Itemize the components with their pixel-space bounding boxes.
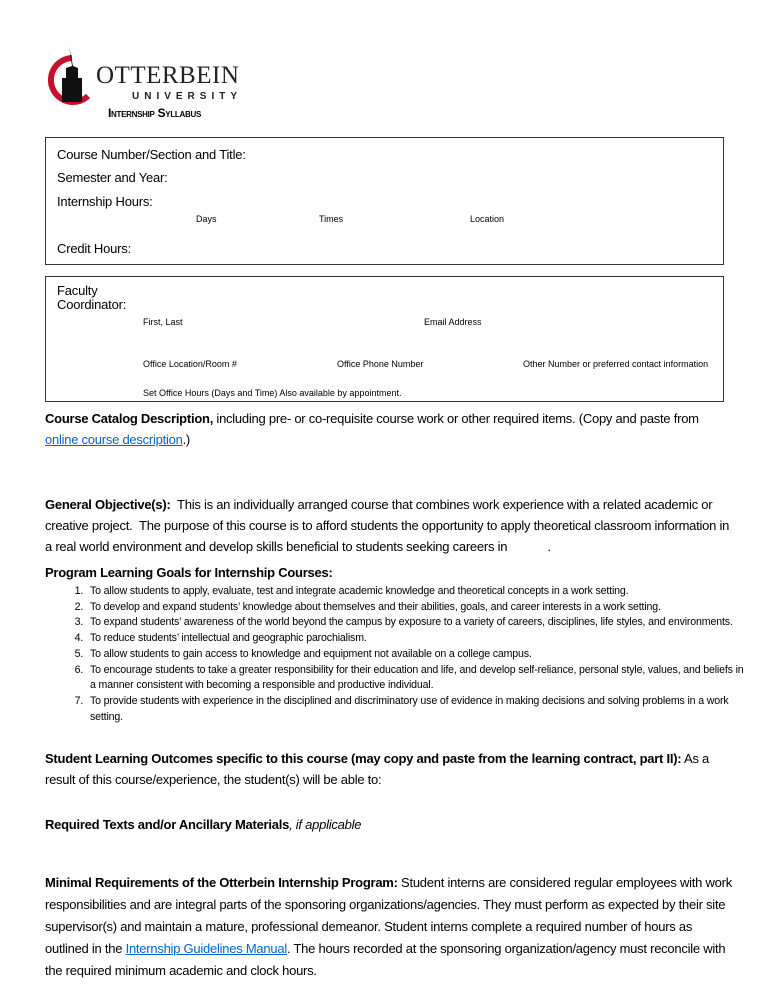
goals-heading: Program Learning Goals for Internship Courses: <box>45 565 333 580</box>
credit-hours-label: Credit Hours: <box>57 241 131 256</box>
semester-label: Semester and Year: <box>57 170 168 185</box>
catalog-text: including pre- or co-requisite course work or other required items. (Copy and paste from <box>213 411 699 426</box>
minimal-heading: Minimal Requirements of the Otterbein Internship Program: <box>45 875 398 890</box>
faculty-label: Faculty <box>57 283 98 298</box>
internship-guidelines-link[interactable]: Internship Guidelines Manual <box>125 941 287 956</box>
coordinator-label: Coordinator: <box>57 297 127 312</box>
objective-text: This is an individually arranged course that combines work experience with a related academic or creative project. The purpose of this course is to afford students the opportunity to apply theoretical classroom information in a real world environment and develop skills beneficial to students seeking careers in . <box>45 497 733 554</box>
texts-heading: Required Texts and/or Ancillary Materials <box>45 817 290 832</box>
outcomes-text: As a result of this course/experience, the student(s) will be able to: <box>45 751 710 787</box>
office-hours-label: Set Office Hours (Days and Time) Also available by appointment. <box>143 388 402 398</box>
days-label: Days <box>196 214 217 224</box>
course-info-box <box>45 137 724 265</box>
office-location-label: Office Location/Room # <box>143 359 237 369</box>
required-texts <box>45 814 735 835</box>
online-course-description-link[interactable]: online course description <box>45 432 183 447</box>
goal-item: 3. To expand students’ awareness of the world beyond the campus by exposure to a variety of careers, disciplines, life styles, and environments. <box>86 615 746 631</box>
goal-item: 2. To develop and expand students’ knowledge about themselves and their abilities, goals, and career interests in a work setting. <box>86 600 746 616</box>
goal-item: 4. To reduce students’ intellectual and geographic parochialism. <box>86 631 746 647</box>
office-phone-label: Office Phone Number <box>337 359 424 369</box>
goals-list <box>66 584 746 725</box>
other-number-label: Other Number or preferred contact information <box>523 359 709 369</box>
outcomes-heading: Student Learning Outcomes specific to this course (may copy and paste from the learning contract, part II): <box>45 751 682 766</box>
general-objective <box>45 494 735 557</box>
learning-outcomes <box>45 748 735 790</box>
minimal-after: . The hours recorded at the sponsoring organization/agency must reconcile with the required minimum academic and clock hours. <box>45 941 726 978</box>
chapel-seal-icon <box>42 44 102 106</box>
goal-item: 7. To provide students with experience in the disciplined and discriminatory use of evidence in making decisions and solving problems in a work setting. <box>86 694 746 725</box>
goal-item: 6. To encourage students to take a greater responsibility for their education and life, and develop self-reliance, personal style, values, and beliefs in a manner consistent with becoming a responsible and productive individual. <box>86 663 746 694</box>
location-label: Location <box>470 214 505 224</box>
goal-item: 1. To allow students to apply, evaluate, test and integrate academic knowledge and theoretical concepts in a work setting. <box>86 584 746 600</box>
catalog-description <box>45 408 735 450</box>
faculty-info-box <box>45 276 724 402</box>
texts-italic: , if applicable <box>289 817 362 832</box>
first-last-label: First, Last <box>143 317 183 327</box>
catalog-after: .) <box>182 432 191 447</box>
email-label: Email Address <box>424 317 482 327</box>
internship-hours-label: Internship Hours: <box>57 194 153 209</box>
otterbein-logo <box>42 44 242 106</box>
logo-text: OTTERBEIN <box>96 62 240 89</box>
page-title: Internship Syllabus <box>108 106 201 120</box>
times-label: Times <box>319 214 344 224</box>
goal-item: 5. To allow students to gain access to knowledge and equipment not available on a college campus. <box>86 647 746 663</box>
minimal-requirements <box>45 872 735 982</box>
catalog-heading: Course Catalog Description, <box>45 411 214 426</box>
objective-heading: General Objective(s): <box>45 497 171 512</box>
minimal-text: Student interns are considered regular employees with work responsibilities and are integral parts of the sponsoring organizations/agencies. They must perform as expected by their site supervisor(s) and maintain a mature, professional demeanor. Student interns complete a required number of hours as outlined in the <box>45 875 732 956</box>
course-number-label: Course Number/Section and Title: <box>57 147 246 162</box>
logo-subtext: UNIVERSITY <box>132 91 243 102</box>
